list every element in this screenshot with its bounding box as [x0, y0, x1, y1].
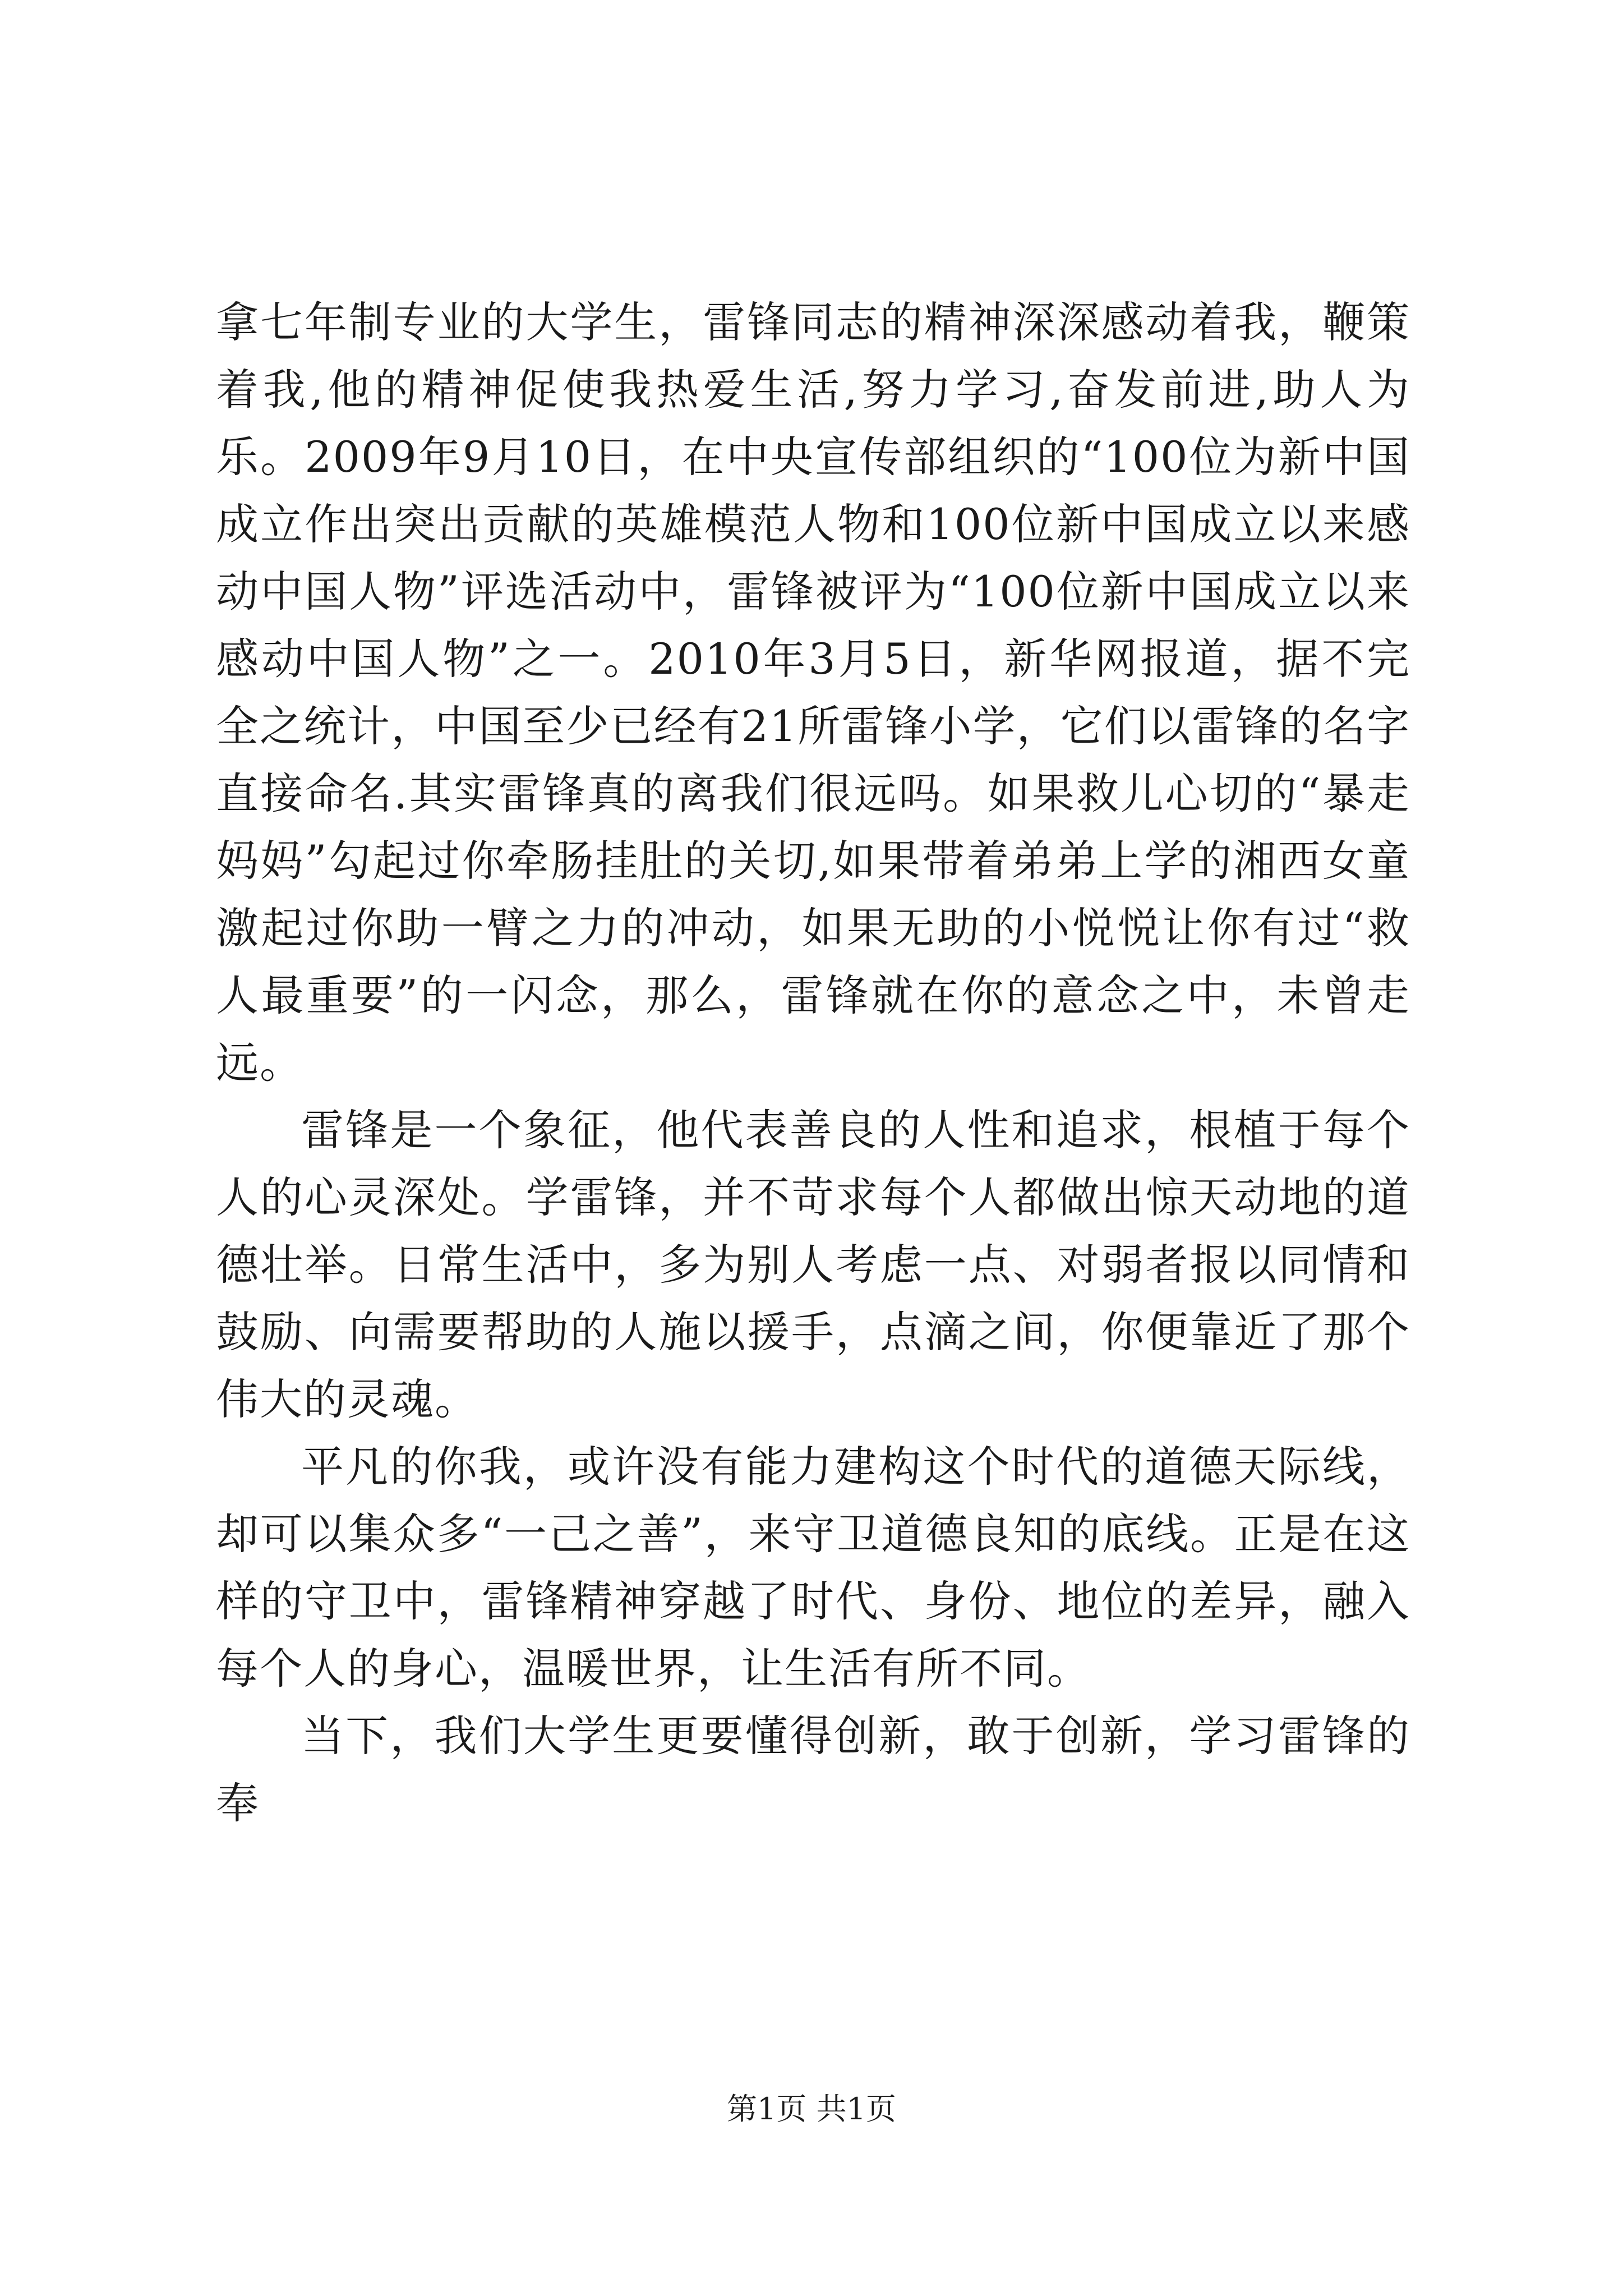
document-body: [216, 289, 1410, 1837]
page-footer: 第1页 共1页: [727, 2091, 896, 2127]
paragraph-2: 雷锋是一个象征，他代表善良的人性和追求，根植于每个人的心灵深处。学雷锋，并不苛求每个人都做出惊天动地的道德壮举。日常生活中，多为别人考虑一点、对弱者报以同情和鼓励、向需要帮助的人施以援手，点滴之间，你便靠近了那个伟大的灵魂。: [216, 1105, 1410, 1424]
paragraph-1: 拿七年制专业的大学生，雷锋同志的精神深深感动着我，鞭策着我,他的精神促使我热爱生活,努力学习,奋发前进,助人为乐。2009年9月10日，在中央宣传部组织的“100位为新中国成立作出突出贡献的英雄模范人物和100位新中国成立以来感动中国人物”评选活动中，雷锋被评为“100位新中国成立以来感动中国人物”之一。2010年3月5日，新华网报道，据不完全之统计，中国至少已经有21所雷锋小学，它们以雷锋的名字直接命名.其实雷锋真的离我们很远吗。如果救儿心切的“暴走妈妈”勾起过你牵肠挂肚的关切,如果带着弟弟上学的湘西女童激起过你助一臂之力的冲动，如果无助的小悦悦让你有过“救人最重要”的一闪念，那么，雷锋就在你的意念之中，未曾走远。: [216, 297, 1410, 1088]
paragraph-4: 当下，我们大学生更要懂得创新，敢于创新，学习雷锋的奉: [216, 1711, 1410, 1828]
paragraph-3: 平凡的你我，或许没有能力建构这个时代的道德天际线，却可以集众多“一己之善”，来守卫道德良知的底线。正是在这样的守卫中，雷锋精神穿越了时代、身份、地位的差异，融入每个人的身心，温暖世界，让生活有所不同。: [216, 1442, 1410, 1694]
